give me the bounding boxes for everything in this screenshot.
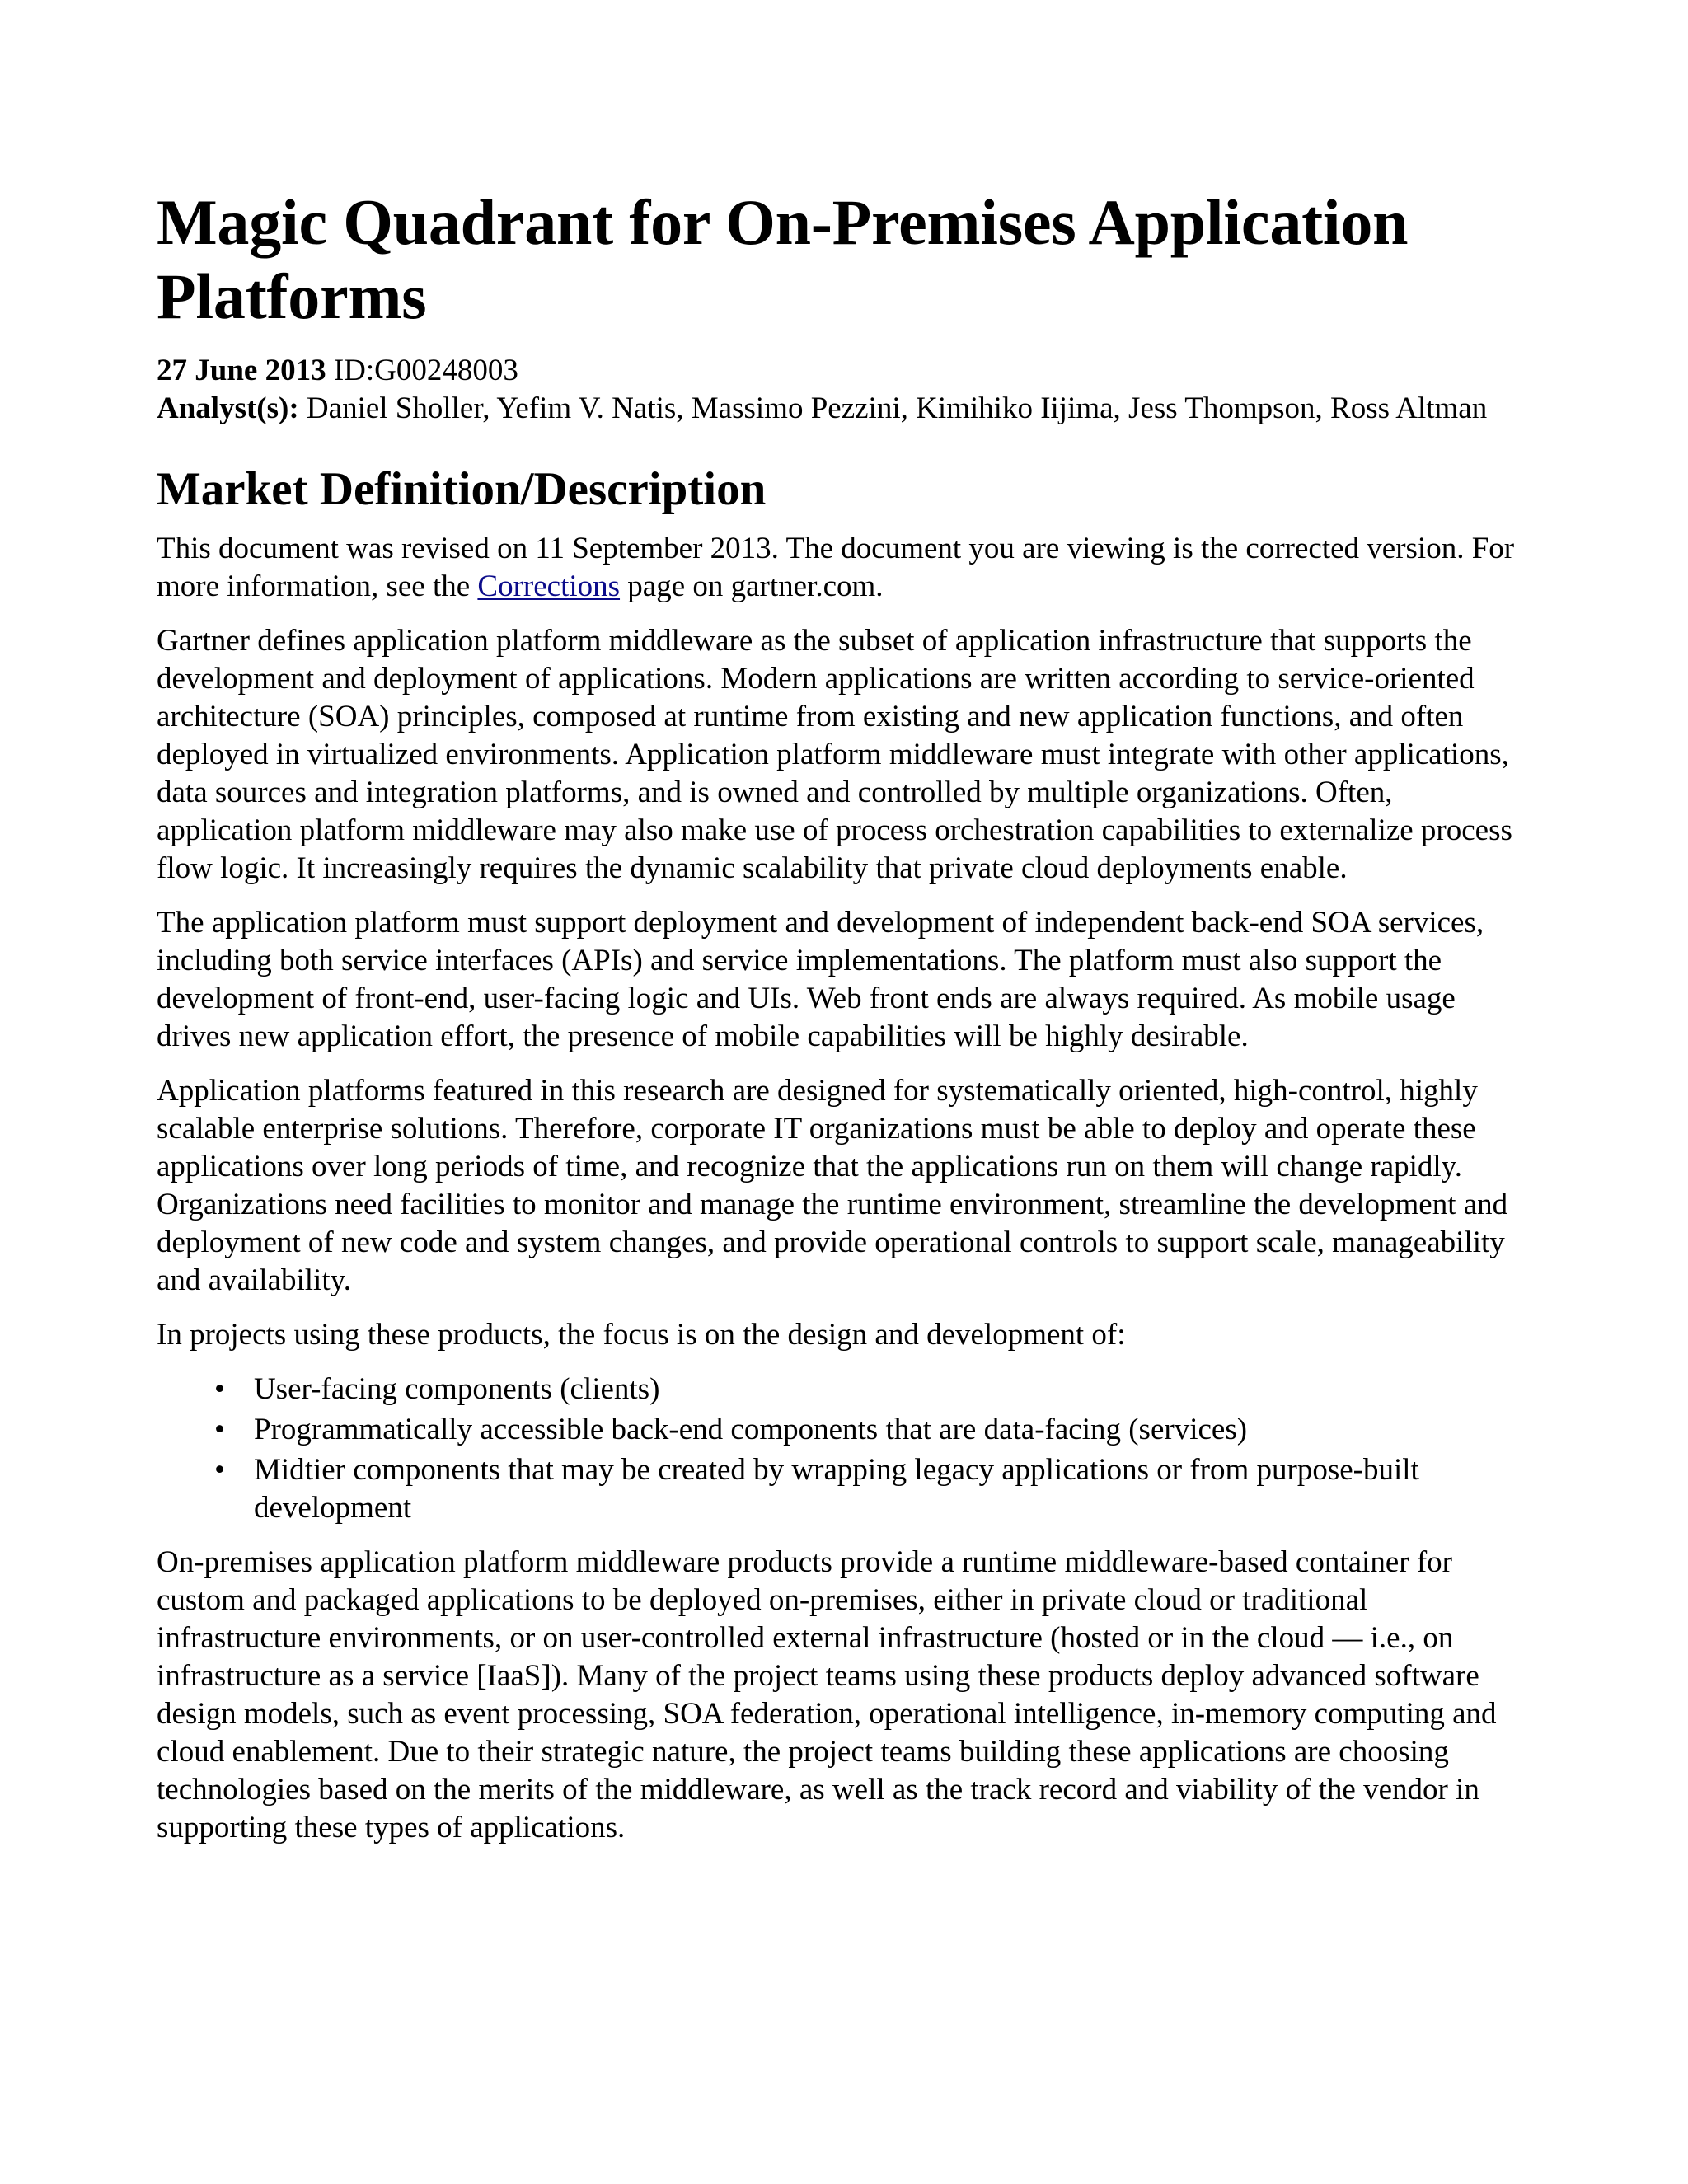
analysts-line [157, 390, 1533, 428]
focus-list [157, 1371, 1533, 1527]
bullet-icon: • [214, 1413, 225, 1446]
paragraph-enterprise-solutions: Application platforms featured in this research are designed for systematically oriented, high-control, highly scalable enterprise solutions. Therefore, corporate IT organizations must be able to deploy and operate these applications over long periods of time, and recognize that the applications run on them will change rapidly. Organizations need facilities to monitor and manage the runtime environment, streamline the development and deployment of new code and system changes, and provide operational controls to support scale, manageability and availability. [157, 1074, 1508, 1297]
document-meta [157, 352, 1533, 428]
revision-note [157, 530, 1533, 606]
list-item: • Programmatically accessible back-end components that are data-facing (services) [254, 1411, 1533, 1449]
bullet-icon: • [214, 1453, 225, 1487]
paragraph-on-premises: On-premises application platform middleware products provide a runtime middleware-based container for custom and packaged applications to be deployed on-premises, either in private cloud or traditional infrastructure environments, or on user-controlled external infrastructure (hosted or in the cloud — i.e., on infrastructure as a service [IaaS]). Many of the project teams using these products deploy advanced software design models, such as event processing, SOA federation, operational intelligence, in-memory computing and cloud enablement. Due to their strategic nature, the project teams building these applications are choosing technologies based on the merits of the middleware, as well as the track record and viability of the vendor in supporting these types of applications. [157, 1545, 1497, 1844]
revision-text-end: page on gartner.com. [620, 569, 884, 603]
revision-text: This document was revised on 11 September 2013. The document you are viewing is the corrected version. For more information, see the [157, 532, 1515, 603]
analysts-label: Analyst(s): [157, 391, 299, 425]
corrections-link[interactable]: Corrections [477, 569, 621, 603]
paragraph-definition: Gartner defines application platform middleware as the subset of application infrastructure that supports the development and deployment of applications. Modern applications are written according to service-oriented architecture (SOA) principles, composed at runtime from existing and new application functions, and often deployed in virtualized environments. Application platform middleware must integrate with other applications, data sources and integration platforms, and is owned and controlled by multiple organizations. Often, application platform middleware may also make use of process orchestration capabilities to externalize process flow logic. It increasingly requires the dynamic scalability that private cloud deployments enable. [157, 624, 1512, 885]
date-line [157, 352, 1533, 390]
paragraph-platform-support: The application platform must support deployment and development of independent back-end SOA services, including both service interfaces (APIs) and service implementations. The platform must also support the development of front-end, user-facing logic and UIs. Web front ends are always required. As mobile usage drives new application effort, the presence of mobile capabilities will be highly desirable. [157, 906, 1484, 1053]
document-page [157, 185, 1533, 1863]
bullet-icon: • [214, 1372, 225, 1406]
document-title: Magic Quadrant for On-Premises Application Platforms [157, 186, 1409, 332]
analysts-names: Daniel Sholler, Yefim V. Natis, Massimo Pezzini, Kimihiko Iijima, Jess Thompson, Ross Altman [306, 391, 1488, 425]
publish-date: 27 June 2013 [157, 354, 326, 387]
list-item: • User-facing components (clients) [254, 1371, 1533, 1408]
document-id: ID:G00248003 [333, 354, 518, 387]
list-item: • Midtier components that may be created by wrapping legacy applications or from purpose-built development [214, 1453, 1419, 1525]
paragraph-focus-intro: In projects using these products, the focus is on the design and development of: [157, 1318, 1126, 1352]
section-heading: Market Definition/Description [157, 463, 767, 515]
